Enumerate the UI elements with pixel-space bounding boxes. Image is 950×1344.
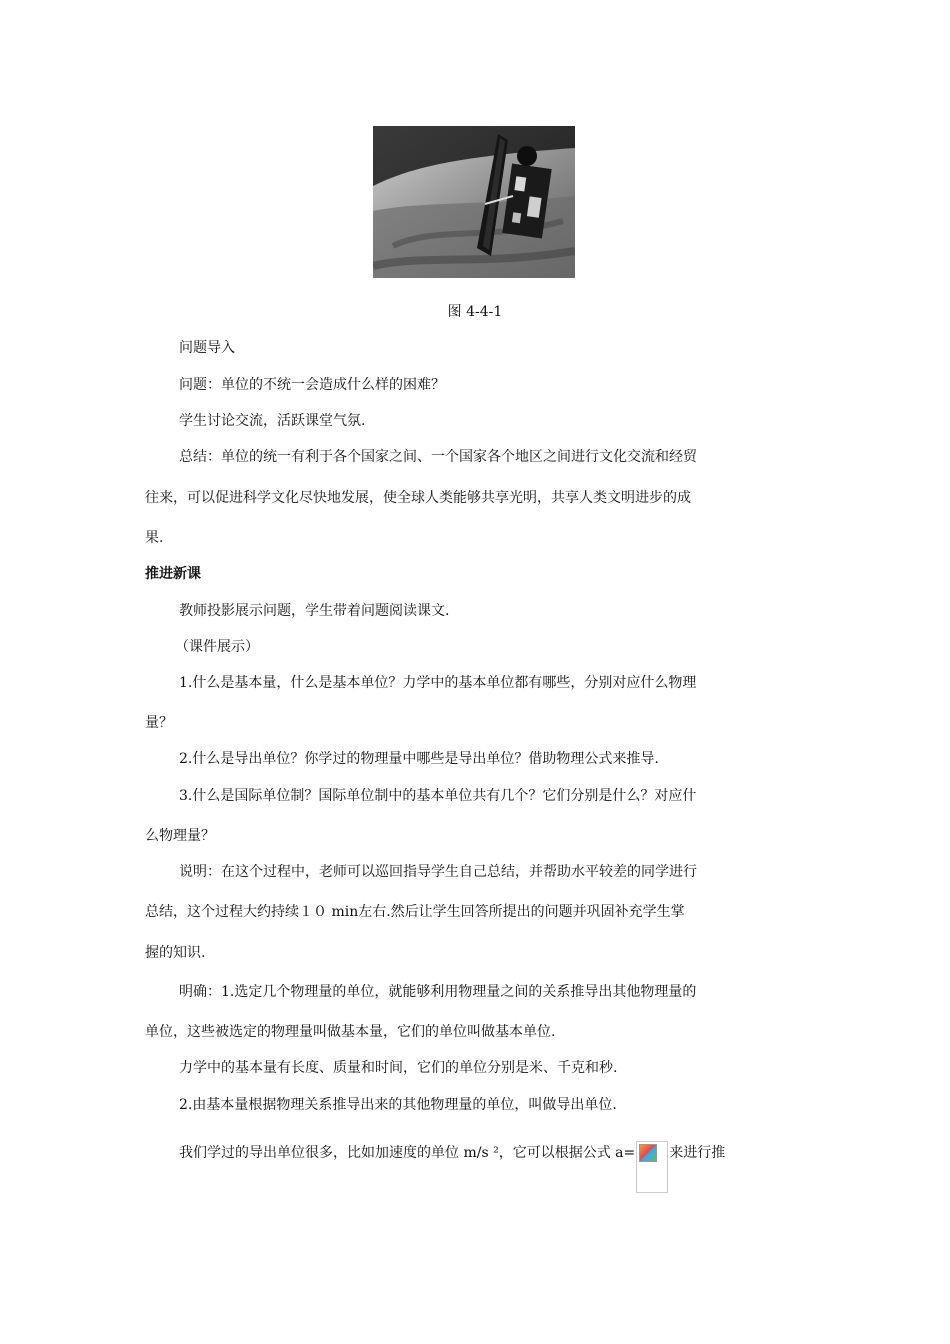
derived-units: 2.由基本量根据物理关系推导出来的其他物理量的单位，叫做导出单位. — [179, 1097, 617, 1113]
intro-summary-line3: 果. — [145, 530, 164, 546]
courseware-label: （课件展示） — [175, 639, 259, 655]
broken-image-icon — [639, 1144, 657, 1162]
intro-summary-line2: 往来，可以促进科学文化尽快地发展，使全球人类能够共享光明，共享人类文明进步的成 — [145, 490, 691, 506]
question-1-line2: 量？ — [145, 715, 173, 731]
intro-question: 问题：单位的不统一会造成什么样的困难？ — [179, 377, 445, 393]
question-3-line2: 么物理量？ — [145, 828, 215, 844]
satellite-photo — [373, 126, 575, 278]
note-line2: 总结，这个过程大约持续１０ min左右.然后让学生回答所提出的问题并巩固补充学生掌 — [145, 904, 685, 920]
note-line1: 说明：在这个过程中，老师可以巡回指导学生自己总结，并帮助水平较差的同学进行 — [179, 864, 697, 880]
formula-image — [636, 1141, 668, 1193]
new-lesson-heading: 推进新课 — [145, 566, 201, 582]
intro-heading: 问题导入 — [179, 340, 235, 356]
question-3-line1: 3.什么是国际单位制？国际单位制中的基本单位共有几个？它们分别是什么？对应什 — [179, 788, 697, 804]
clarify-line2: 单位，这些被选定的物理量叫做基本量，它们的单位叫做基本单位. — [145, 1024, 556, 1040]
question-1-line1: 1.什么是基本量，什么是基本单位？力学中的基本单位都有哪些，分别对应什么物理 — [179, 675, 697, 691]
intro-summary-line1: 总结：单位的统一有利于各个国家之间、一个国家各个地区之间进行文化交流和经贸 — [179, 449, 697, 465]
mechanics-units: 力学中的基本量有长度、质量和时间，它们的单位分别是米、千克和秒. — [179, 1060, 618, 1076]
figure-caption: 图 4-4-1 — [447, 304, 503, 320]
acceleration-text-before: 我们学过的导出单位很多，比如加速度的单位 m/s ²，它可以根据公式 a= — [179, 1145, 636, 1161]
acceleration-line — [145, 1141, 839, 1193]
question-2: 2.什么是导出单位？你学过的物理量中哪些是导出单位？借助物理公式来推导. — [179, 751, 659, 767]
clarify-line1: 明确：1.选定几个物理量的单位，就能够利用物理量之间的关系推导出其他物理量的 — [179, 984, 697, 1000]
acceleration-text-after: 来进行推 — [669, 1145, 726, 1161]
intro-activity: 学生讨论交流，活跃课堂气氛. — [179, 413, 366, 429]
teacher-instruction: 教师投影展示问题，学生带着问题阅读课文. — [179, 603, 450, 619]
note-line3: 握的知识. — [145, 945, 206, 961]
